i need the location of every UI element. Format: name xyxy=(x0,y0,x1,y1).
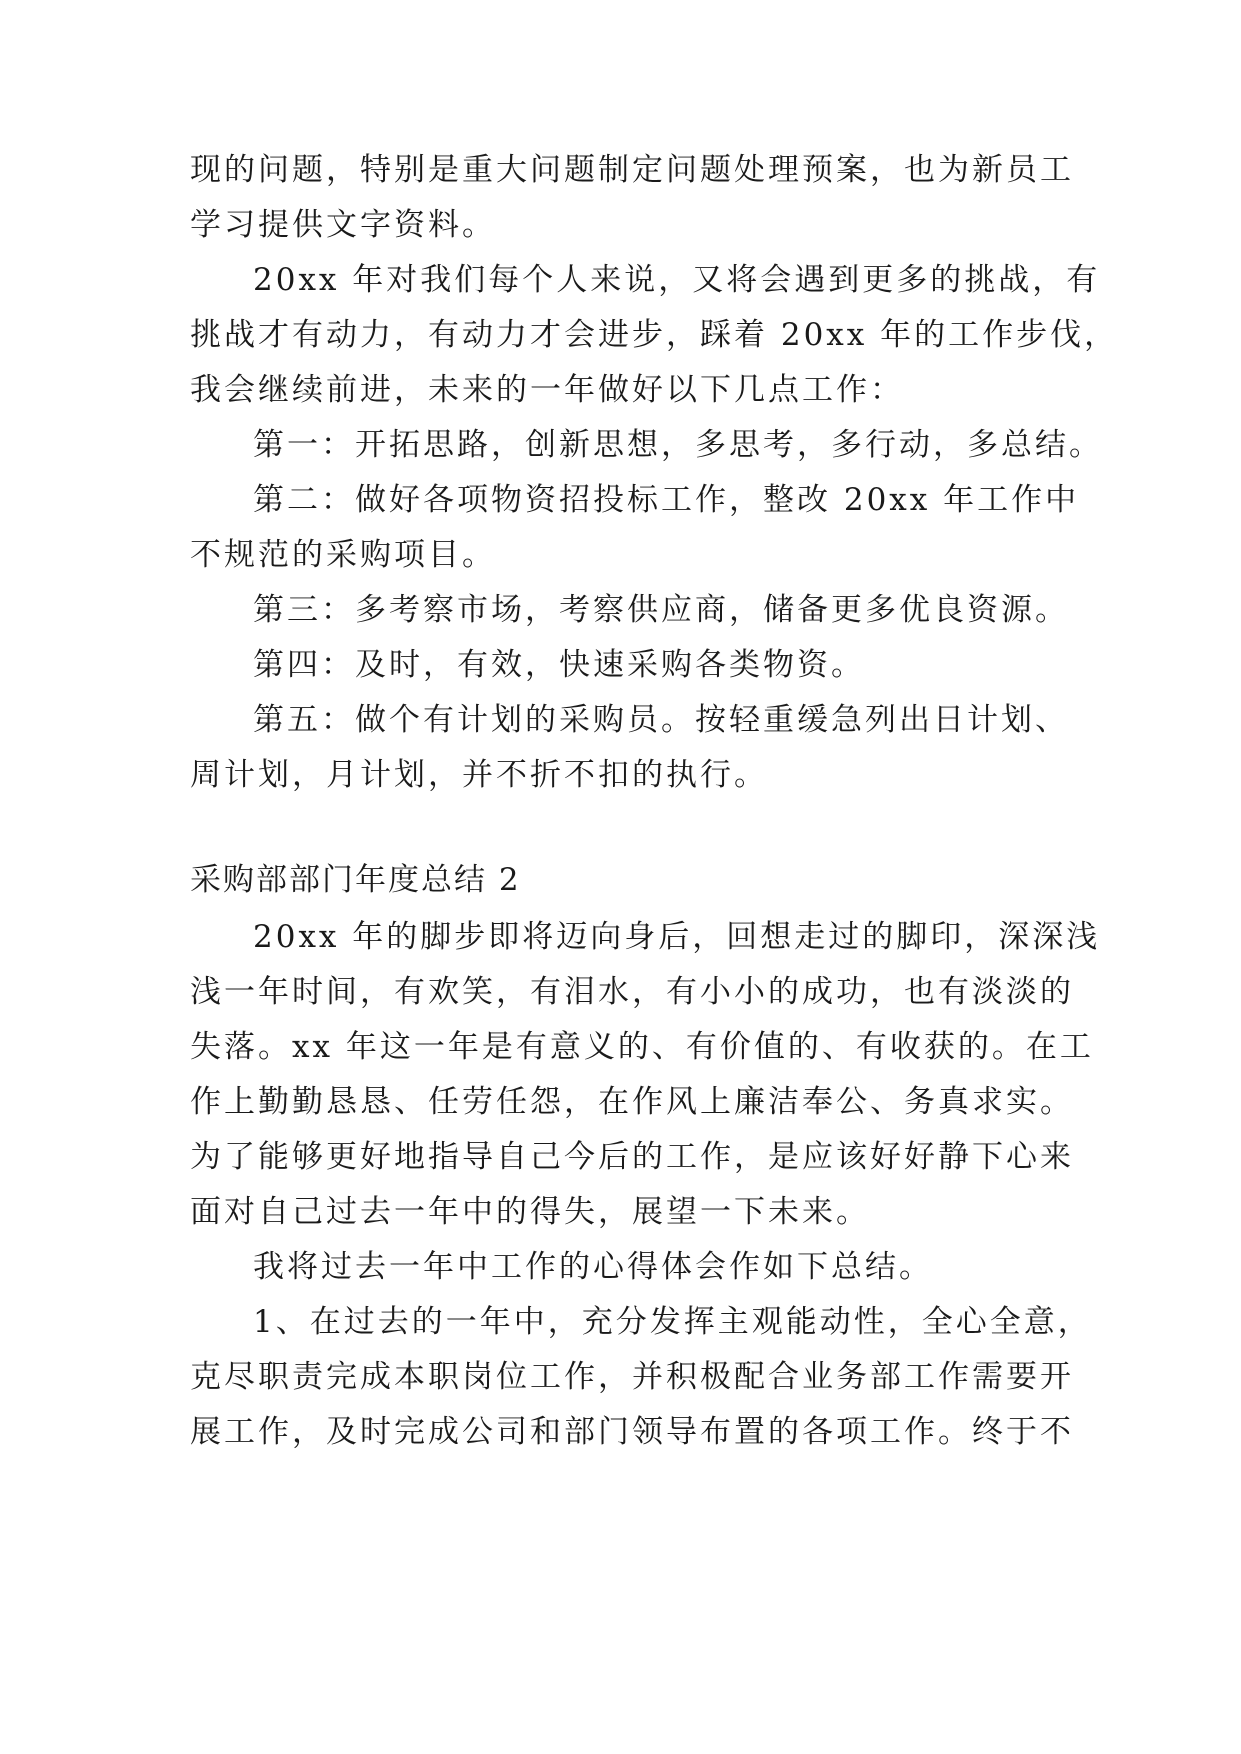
paragraph-line: 20xx 年对我们每个人来说，又将会遇到更多的挑战，有 xyxy=(253,262,1101,298)
list-item-4: 第四：及时，有效，快速采购各类物资。 xyxy=(253,647,865,683)
section-heading: 采购部部门年度总结 2 xyxy=(190,862,521,898)
paragraph-line: 现的问题，特别是重大问题制定问题处理预案，也为新员工 xyxy=(190,152,1074,188)
list-item-2: 第二：做好各项物资招投标工作，整改 20xx 年工作中 xyxy=(253,482,1080,518)
paragraph-line: 面对自己过去一年中的得失，展望一下未来。 xyxy=(190,1194,870,1230)
paragraph-line: 克尽职责完成本职岗位工作，并积极配合业务部工作需要开 xyxy=(190,1359,1074,1395)
paragraph-line: 周计划，月计划，并不折不扣的执行。 xyxy=(190,757,768,793)
list-item-3: 第三：多考察市场，考察供应商，储备更多优良资源。 xyxy=(253,592,1069,628)
paragraph-line: 失落。xx 年这一年是有意义的、有价值的、有收获的。在工 xyxy=(190,1029,1094,1065)
paragraph-line: 不规范的采购项目。 xyxy=(190,537,496,573)
paragraph-line: 挑战才有动力，有动力才会进步，踩着 20xx 年的工作步伐， xyxy=(190,317,1119,353)
list-item-1: 1、在过去的一年中，充分发挥主观能动性，全心全意， xyxy=(253,1304,1092,1340)
paragraph-line: 为了能够更好地指导自己今后的工作，是应该好好静下心来 xyxy=(190,1139,1074,1175)
paragraph-line: 作上勤勤恳恳、任劳任怨，在作风上廉洁奉公、务真求实。 xyxy=(190,1084,1074,1120)
paragraph-line: 浅一年时间，有欢笑，有泪水，有小小的成功，也有淡淡的 xyxy=(190,974,1074,1010)
paragraph-line: 我会继续前进，未来的一年做好以下几点工作： xyxy=(190,372,904,408)
paragraph-line: 我将过去一年中工作的心得体会作如下总结。 xyxy=(253,1249,933,1285)
paragraph-line: 展工作，及时完成公司和部门领导布置的各项工作。终于不 xyxy=(190,1414,1074,1450)
paragraph-line: 学习提供文字资料。 xyxy=(190,207,496,243)
paragraph-line: 20xx 年的脚步即将迈向身后，回想走过的脚印，深深浅 xyxy=(253,919,1101,955)
list-item-1: 第一：开拓思路，创新思想，多思考，多行动，多总结。 xyxy=(253,427,1103,463)
list-item-5: 第五：做个有计划的采购员。按轻重缓急列出日计划、 xyxy=(253,702,1069,738)
